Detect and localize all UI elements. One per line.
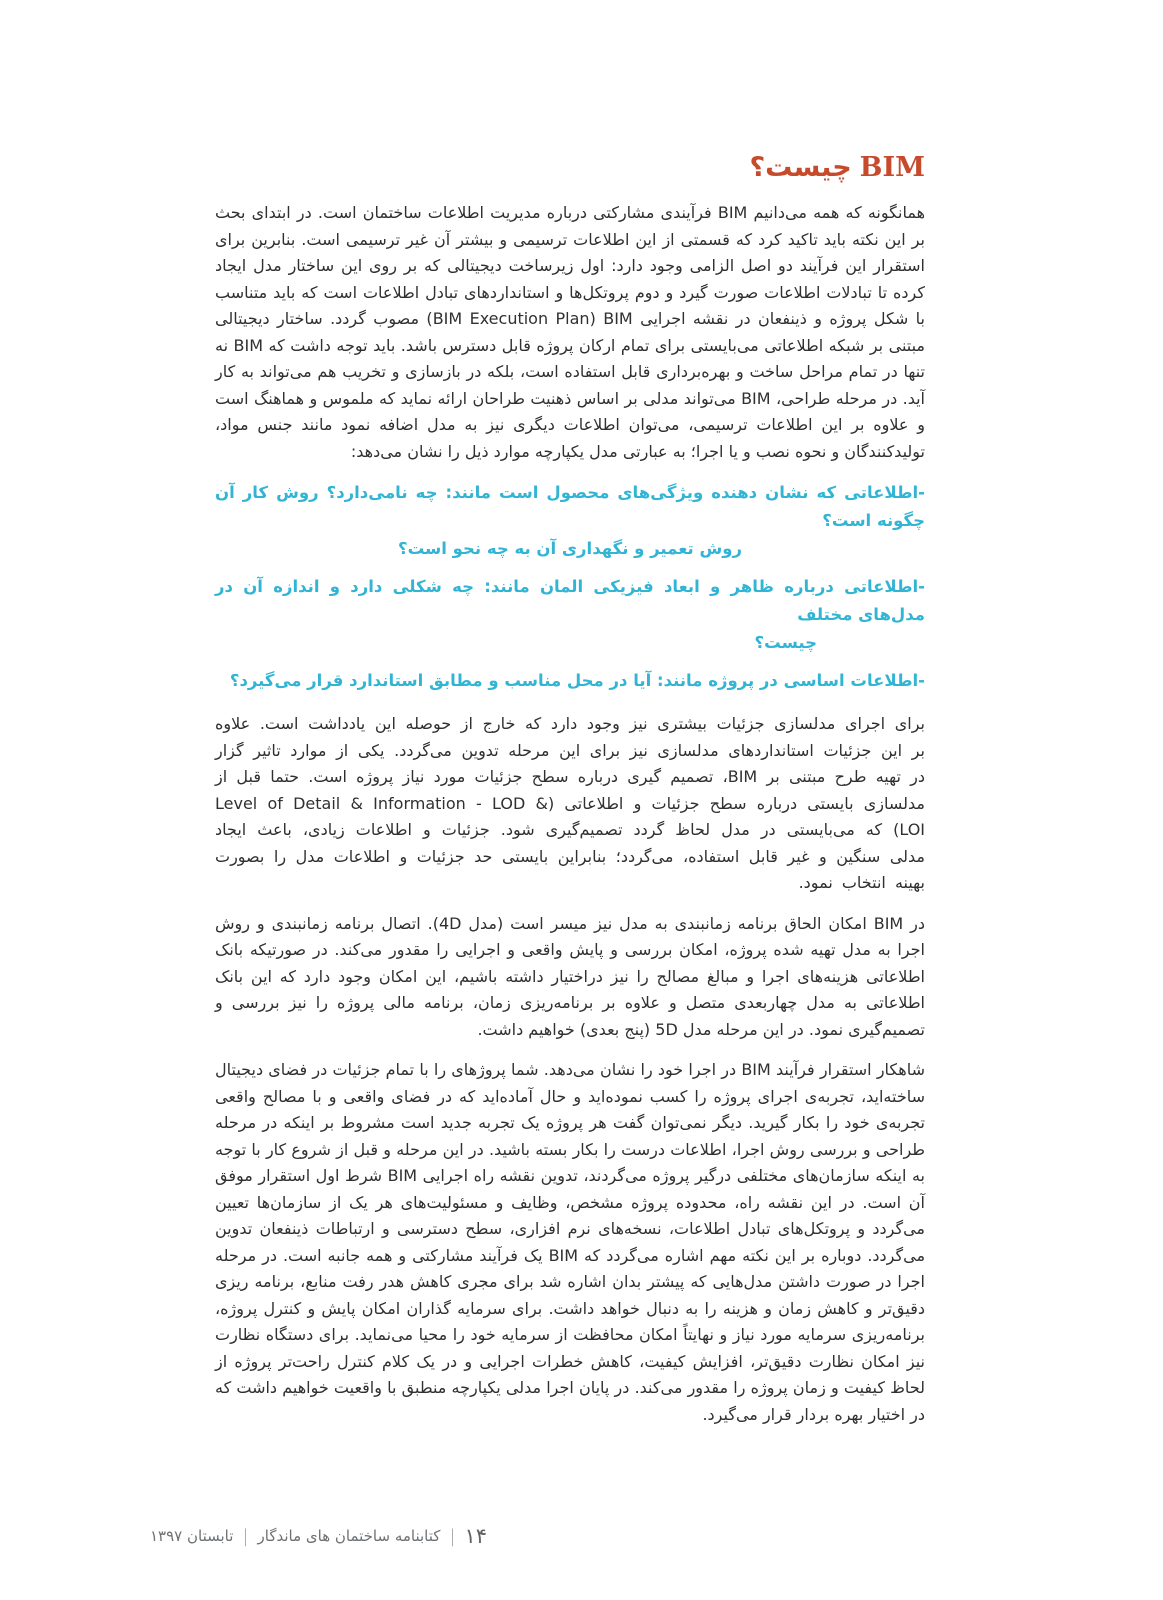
footer-issue: تابستان ۱۳۹۷ bbox=[150, 1527, 234, 1545]
question-line: -اطلاعاتی درباره ظاهر و ابعاد فیزیکی المان مانند: چه شکلی دارد و اندازه آن در مدل‌های مختلف bbox=[215, 577, 925, 624]
page-title bbox=[215, 152, 925, 184]
paragraph-lod-loi: برای اجرای مدلسازی جزئیات بیشتری نیز وجود دارد که خارج از حوصله این یادداشت است. علاوه بر این جزئیات استانداردهای مدلسازی نیز برای این مرحله تدوین می‌گردد. یکی از موارد تاثیر گزار در تهیه طرح مبتنی بر BIM، تصمیم گیری درباره سطح جزئیات مورد نیاز پروژه است. حتما قبل از مدلسازی بایستی درباره سطح جزئیات و اطلاعاتی (Level of Detail & Information - LOD & LOI) که می‌بایستی در مدل لحاظ گردد تصمیم‌گیری شود. جزئیات و اطلاعات زیادی، باعث ایجاد مدلی سنگین و غیر قابل استفاده، می‌گردد؛ بنابراین بایستی حد جزئیات و اطلاعات مدل را بصورت بهینه انتخاب نمود. bbox=[215, 714, 926, 892]
question-item bbox=[215, 479, 925, 563]
question-list bbox=[215, 479, 925, 695]
page-footer bbox=[150, 1524, 487, 1548]
question-item bbox=[215, 573, 925, 657]
paragraph-4d-5d: در BIM امکان الحاق برنامه زمانبندی به مدل نیز میسر است (مدل 4D). اتصال برنامه زمانبندی و روش اجرا به مدل تهیه شده پروژه، امکان بررسی و پایش واقعی و اجرایی را مقدور می‌کند. در صورتیکه بانک اطلاعاتی هزینه‌های اجرا و مبالغ مصالح را نیز دراختیار داشته باشیم، این امکان وجود دارد که این بانک اطلاعاتی به مدل چهاربعدی متصل و علاوه بر برنامه‌ریزی زمان، برنامه مالی پروژه را نیز بررسی و تصمیم‌گیری نمود. در این مرحله مدل 5D (پنج بعدی) خواهیم داشت. bbox=[215, 913, 926, 1039]
footer-page-number: ۱۴ bbox=[464, 1524, 488, 1548]
footer-separator: | bbox=[449, 1525, 456, 1547]
content-column bbox=[215, 152, 925, 1442]
question-line: چیست؟ bbox=[754, 633, 817, 652]
question-item bbox=[215, 667, 925, 695]
footer-book-title: کتابنامه ساختمان های ماندگار bbox=[257, 1527, 441, 1545]
page-title-latin: BIM bbox=[859, 152, 925, 183]
footer-separator: | bbox=[242, 1525, 249, 1547]
question-line: -اطلاعاتی که نشان دهنده ویژگی‌های محصول است مانند: چه نامی‌دارد؟ روش کار آن چگونه است؟ bbox=[215, 483, 925, 530]
page-title-question: چیست؟ bbox=[749, 152, 852, 183]
question-line: -اطلاعات اساسی در پروژه مانند: آیا در محل مناسب و مطابق استاندارد قرار می‌گیرد؟ bbox=[229, 671, 925, 690]
paragraph-intro: همانگونه که همه می‌دانیم BIM فرآیندی مشارکتی درباره مدیریت اطلاعات ساختمان است. در ابتدای بحث بر این نکته باید تاکید کرد که قسمتی از این اطلاعات ترسیمی و بیشتر آن غیر ترسیمی است. بنابرین برای استقرار این فرآیند دو اصل الزامی وجود دارد: اول زیرساخت دیجیتالی که بر روی این ساختار مدل ایجاد کرده تا تبادلات اطلاعات صورت گیرد و دوم پروتکل‌ها و استانداردهای تبادل اطلاعات است که باید متناسب با شکل پروژه و ذینفعان در نقشه اجرایی BIM‏ (BIM Execution Plan) مصوب گردد. ساختار دیجیتالی مبتنی بر شبکه اطلاعاتی می‌بایستی برای تمام ارکان پروژه قابل دسترس باشد. باید توجه داشت که BIM نه تنها در تمام مراحل ساخت و بهره‌برداری قابل استفاده است، بلکه در بازسازی و تخریب هم می‌تواند به کار آید. در مرحله طراحی، BIM می‌تواند مدلی بر اساس ذهنیت طراحان ارائه نماید که ملموس و هماهنگ است و علاوه بر این اطلاعات ترسیمی، می‌توان اطلاعات دیگری نیز به مدل اضافه نمود مانند جنس مواد، تولیدکنندگان و نحوه نصب و یا اجرا؛ به عبارتی مدل یکپارچه موارد ذیل را نشان می‌دهد: bbox=[215, 203, 926, 461]
paragraph-execution: شاهکار استقرار فرآیند BIM در اجرا خود را نشان می‌دهد. شما پروژهای را با تمام جزئیات در فضای دیجیتال ساخته‌اید، تجربه‌ی اجرای پروژه را کسب نموده‌اید و حال آماده‌اید که در فضای واقعی و با مصالح واقعی تجربه‌ی خود را بکار گیرید. دیگر نمی‌توان گفت هر پروژه یک تجربه جدید است مشروط بر اینکه در مرحله طراحی و بررسی روش اجرا، اطلاعات درست را بکار بسته باشید. در این مرحله و قبل از شروع کار با توجه به اینکه سازمان‌های مختلفی درگیر پروژه می‌گردند، تدوین نقشه راه اجرایی BIM شرط اول استقرار موفق آن است. در این نقشه راه، محدوده پروژه مشخص، وظایف و مسئولیت‌های هر یک از سازمان‌ها تعیین می‌گردد و پروتکل‌های تبادل اطلاعات، نسخه‌های نرم افزاری، سطح دسترسی و ارتباطات ذینفعان تدوین می‌گردد. دوباره بر این نکته مهم اشاره می‌گردد که BIM یک فرآیند مشارکتی و همه جانبه است. در مرحله اجرا در صورت داشتن مدل‌هایی که پیشتر بدان اشاره شد برای مجری کاهش هدر رفت منابع، برنامه ریزی دقیق‌تر و کاهش زمان و هزینه را به دنبال خواهد داشت. برای سرمایه گذاران امکان پایش و کنترل پروژه، برنامه‌ریزی سرمایه مورد نیاز و نهایتاً امکان محافظت از سرمایه خود را محیا می‌نماید. برای دستگاه نظارت نیز امکان نظارت دقیق‌تر، افزایش کیفیت، کاهش خطرات اجرایی و در یک کلام کنترل راحت‌تر پروژه از لحاظ کیفیت و زمان پروژه را مقدور می‌کند. در پایان اجرا مدلی یکپارچه منطبق با واقعیت خواهیم داشت که در اختیار بهره بردار قرار می‌گیرد. bbox=[215, 1060, 926, 1424]
question-line: روش تعمیر و نگهداری آن به چه نحو است؟ bbox=[398, 539, 742, 558]
